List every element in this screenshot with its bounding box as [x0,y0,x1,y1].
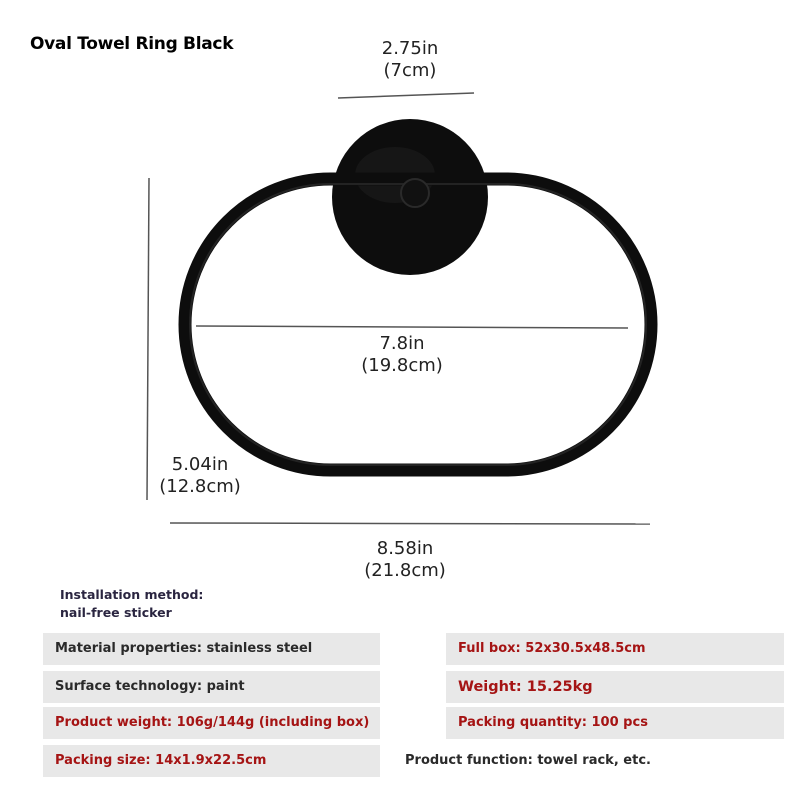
spec-packing-size: Packing size: 14x1.9x22.5cm [43,745,380,777]
spec-product-weight: Product weight: 106g/144g (including box) [43,707,380,739]
spec-full-box: Full box: 52x30.5x48.5cm [446,633,784,665]
plate-width-label: 2.75in (7cm) [381,38,439,81]
mount-knob [401,179,429,207]
spec-weight: Weight: 15.25kg [446,671,784,703]
height-label: 5.04in (12.8cm) [159,454,241,497]
inner-width-line [196,326,628,328]
installation-label: Installation method: [60,587,204,602]
spec-product-function: Product function: towel rack, etc. [405,753,651,768]
installation-method [60,586,203,622]
spec-material: Material properties: stainless steel [43,633,380,665]
total-width-label: 8.58in (21.8cm) [364,538,446,581]
spec-packing-quantity: Packing quantity: 100 pcs [446,707,784,739]
height-line [147,178,149,500]
installation-value: nail-free sticker [60,605,172,620]
spec-surface: Surface technology: paint [43,671,380,703]
plate-width-line [338,93,474,98]
total-width-line [170,523,650,524]
product-title: Oval Towel Ring Black [30,34,234,54]
inner-width-label: 7.8in (19.8cm) [361,333,443,376]
